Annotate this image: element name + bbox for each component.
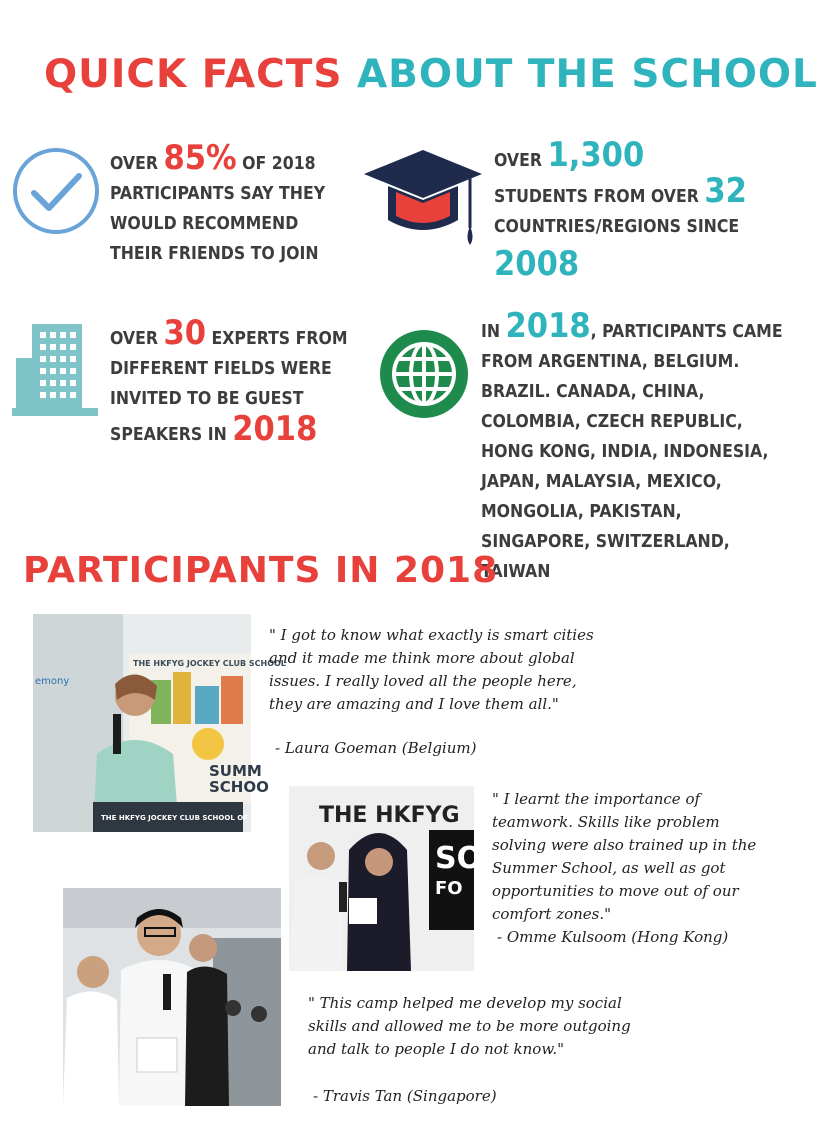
title-part2: ABOUT THE SCHOOL	[357, 52, 818, 97]
photo2-fo-text: FO	[435, 878, 463, 899]
fact4-rest: FROM ARGENTINA, BELGIUM. BRAZIL. CANADA, CHINA, COLOMBIA, CZECH REPUBLIC, HONG KONG, INDIA, INDONESIA, JAPAN, MALAYSIA, MEXICO, MONGOLIA, PAKISTAN, SINGAPORE, SWITZERLAND, TAIWAN	[481, 352, 769, 582]
building-icon	[12, 322, 100, 418]
participants-title: PARTICIPANTS IN 2018	[23, 550, 499, 591]
quote-travis: " This camp helped me develop my social skills and allowed me to be more outgoing and talk to people I do not know."	[308, 994, 631, 1058]
fact1-post: OF 2018	[242, 154, 316, 174]
fact2-rest: COUNTRIES/REGIONS SINCE	[494, 217, 740, 237]
author-laura: - Laura Goeman (Belgium)	[275, 739, 477, 757]
fact1-rest: PARTICIPANTS SAY THEY WOULD RECOMMEND THEIR FRIENDS TO JOIN	[110, 184, 326, 264]
fact3-rest: DIFFERENT FIELDS WERE INVITED TO BE GUEST SPEAKERS IN	[110, 359, 332, 445]
fact1-pre: OVER	[110, 154, 158, 174]
photo2-so-text: SO	[435, 841, 483, 876]
fact-countries	[481, 306, 786, 587]
fact3-year: 2018	[232, 409, 318, 449]
fact-experts	[110, 313, 350, 450]
photo1-banner-text: THE HKFYG JOCKEY CLUB SCHOOL	[133, 659, 286, 668]
fact2-pre: OVER	[494, 151, 542, 171]
quote-laura: " I got to know what exactly is smart cities and it made me think more about global issues. I really loved all the people here, they are amazing and I love them all."	[269, 626, 594, 713]
photo1-school-text: SCHOO	[209, 778, 269, 796]
graduation-cap-icon	[362, 148, 484, 258]
participant-photo-omme	[289, 786, 483, 971]
photo1-podium-text: THE HKFYG JOCKEY CLUB SCHOOL OF	[101, 814, 248, 822]
fact-recommend	[110, 138, 345, 269]
fact4-pre: IN	[481, 322, 501, 342]
participant-photo-travis	[63, 888, 281, 1106]
fact3-post: EXPERTS FROM	[211, 329, 348, 349]
fact-students	[494, 135, 754, 286]
author-omme: - Omme Kulsoom (Hong Kong)	[497, 928, 729, 946]
fact3-pre: OVER	[110, 329, 158, 349]
photo1-summer-text: SUMM	[209, 762, 262, 780]
fact2-number: 1,300	[547, 135, 645, 175]
fact4-year: 2018	[505, 306, 591, 346]
quote-omme: " I learnt the importance of teamwork. Skills like problem solving were also trained up in the Summer School, as well as got opportunities to move out of our comfort zones."	[492, 790, 757, 923]
fact2-number2: 32	[704, 171, 747, 211]
photo2-banner-text: THE HKFYG	[319, 803, 460, 828]
photo1-mony-text: emony	[35, 676, 70, 687]
fact1-number: 85%	[163, 138, 237, 178]
page-title	[44, 52, 818, 97]
check-circle-icon	[12, 147, 100, 235]
fact2-year: 2008	[494, 244, 580, 284]
fact4-post: , PARTICIPANTS CAME	[590, 322, 783, 342]
title-part1: QUICK FACTS	[44, 52, 343, 97]
fact2-mid: STUDENTS FROM OVER	[494, 187, 699, 207]
fact3-number: 30	[163, 313, 207, 353]
participant-photo-laura	[33, 614, 286, 832]
globe-icon	[378, 328, 470, 420]
author-travis: - Travis Tan (Singapore)	[313, 1087, 497, 1105]
